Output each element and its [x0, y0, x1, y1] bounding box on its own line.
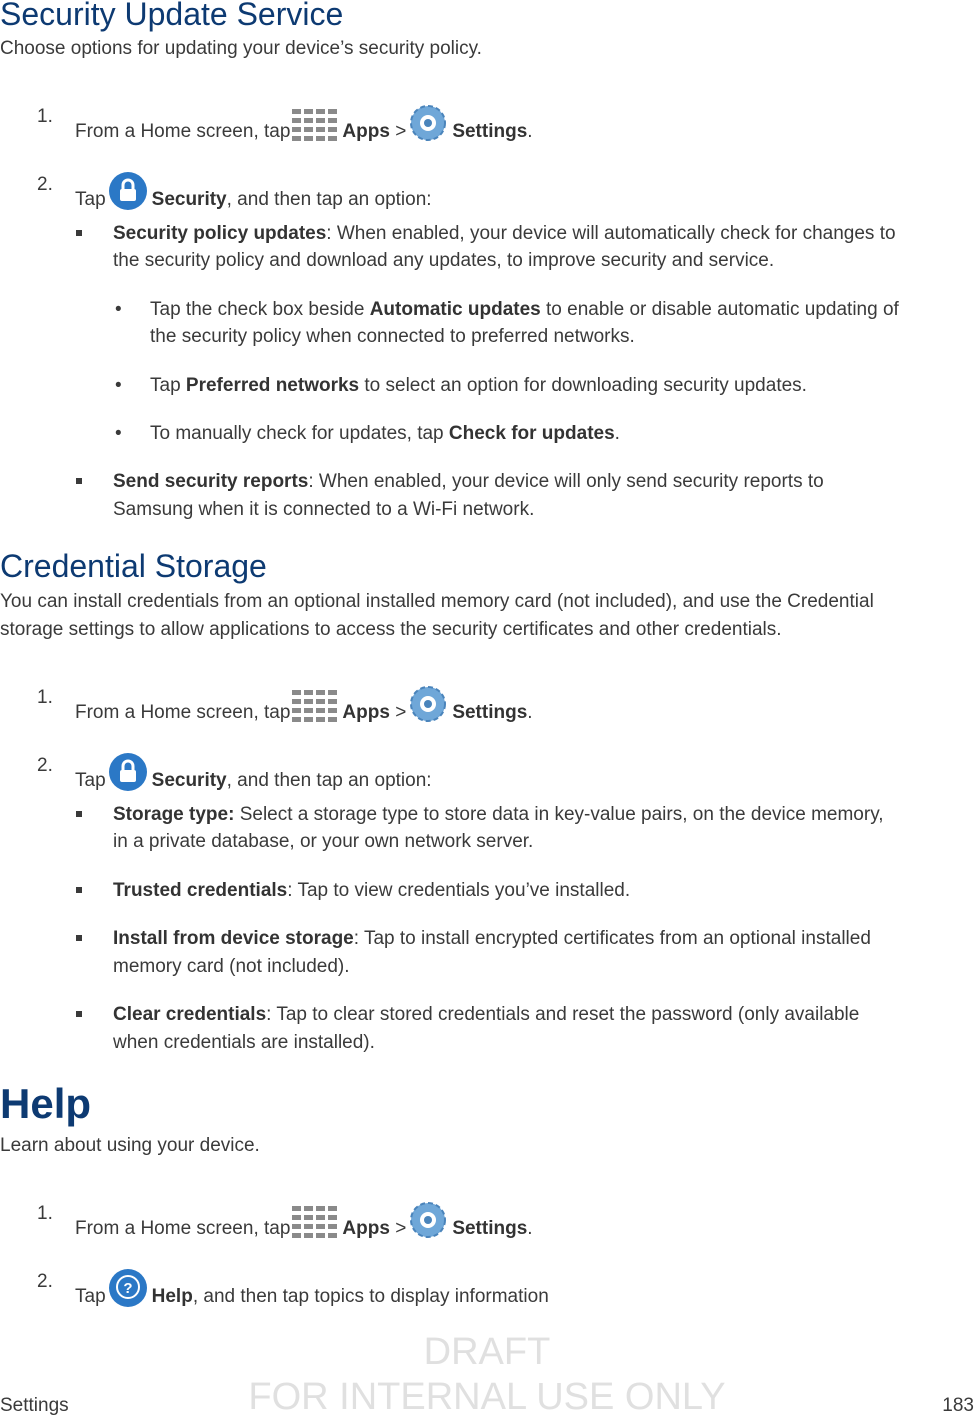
section-intro: storage settings to allow applications to access the security certificates and other credentials.: [0, 619, 782, 640]
square-bullet: [76, 935, 82, 941]
square-bullet: [76, 230, 82, 236]
apps-grid-icon: [292, 1206, 338, 1240]
help-question-icon: [108, 1268, 148, 1308]
settings-gear-icon: [408, 1200, 448, 1240]
option-text-line: Samsung when it is connected to a Wi-Fi network.: [113, 499, 535, 520]
settings-gear-icon: [408, 103, 448, 143]
step-number: 1.: [37, 1203, 53, 1224]
square-bullet: [76, 811, 82, 817]
dot-bullet: •: [115, 423, 122, 444]
step-number: 2.: [37, 174, 53, 195]
option-security-policy-updates: Security policy updates: When enabled, your device will automatically check for changes to: [113, 223, 896, 244]
step-home-apps-settings: From a Home screen, tap Apps > Settings.: [75, 684, 533, 727]
lock-icon: [108, 171, 148, 211]
step-number: 2.: [37, 755, 53, 776]
step-tap-security: Tap Security, and then tap an option:: [75, 171, 432, 214]
dot-bullet: •: [115, 375, 122, 396]
sub-option-text-line: the security policy when connected to preferred networks.: [150, 326, 635, 347]
option-text-line: memory card (not included).: [113, 956, 350, 977]
option-trusted-credentials: Trusted credentials: Tap to view credentials you’ve installed.: [113, 880, 631, 901]
section-intro: Learn about using your device.: [0, 1135, 260, 1156]
step-number: 1.: [37, 687, 53, 708]
option-install-from-device-storage: Install from device storage: Tap to install encrypted certificates from an optional installed: [113, 928, 871, 949]
draft-watermark: DRAFT: [423, 1331, 551, 1373]
option-storage-type: Storage type: Select a storage type to store data in key-value pairs, on the device memory,: [113, 804, 884, 825]
step-home-apps-settings: From a Home screen, tap Apps > Settings.: [75, 1200, 533, 1243]
footer-section-name: Settings: [0, 1395, 69, 1416]
sub-option-automatic-updates: Tap the check box beside Automatic updates to enable or disable automatic updating of: [150, 299, 899, 320]
draft-watermark: FOR INTERNAL USE ONLY: [248, 1376, 726, 1418]
page-number: 183: [942, 1395, 974, 1416]
section-intro: Choose options for updating your device’s security policy.: [0, 38, 482, 59]
svg-text:?: ?: [123, 1280, 133, 1297]
option-send-security-reports: Send security reports: When enabled, your device will only send security reports to: [113, 471, 824, 492]
apps-grid-icon: [292, 109, 338, 143]
step-number: 1.: [37, 106, 53, 127]
option-text-line: in a private database, or your own network server.: [113, 831, 534, 852]
section-title-help: Help: [0, 1080, 92, 1127]
step-tap-help: Tap ? Help, and then tap topics to display information: [75, 1268, 549, 1311]
settings-gear-icon: [408, 684, 448, 724]
option-text-line: the security policy and download any updates, to improve security and service.: [113, 250, 775, 271]
apps-grid-icon: [292, 690, 338, 724]
option-text-line: when credentials are installed).: [113, 1032, 375, 1053]
dot-bullet: •: [115, 299, 122, 320]
section-title-security-update: Security Update Service: [0, 0, 344, 32]
section-intro: You can install credentials from an optional installed memory card (not included), and use the Credential: [0, 591, 874, 612]
step-home-apps-settings: From a Home screen, tap Apps > Settings.: [75, 103, 533, 146]
option-clear-credentials: Clear credentials: Tap to clear stored credentials and reset the password (only available: [113, 1004, 860, 1025]
section-title-credential-storage: Credential Storage: [0, 548, 267, 584]
lock-icon: [108, 752, 148, 792]
sub-option-check-for-updates: To manually check for updates, tap Check for updates.: [150, 423, 620, 444]
sub-option-preferred-networks: Tap Preferred networks to select an option for downloading security updates.: [150, 375, 807, 396]
square-bullet: [76, 478, 82, 484]
step-number: 2.: [37, 1271, 53, 1292]
step-tap-security: Tap Security, and then tap an option:: [75, 752, 432, 795]
square-bullet: [76, 887, 82, 893]
square-bullet: [76, 1011, 82, 1017]
